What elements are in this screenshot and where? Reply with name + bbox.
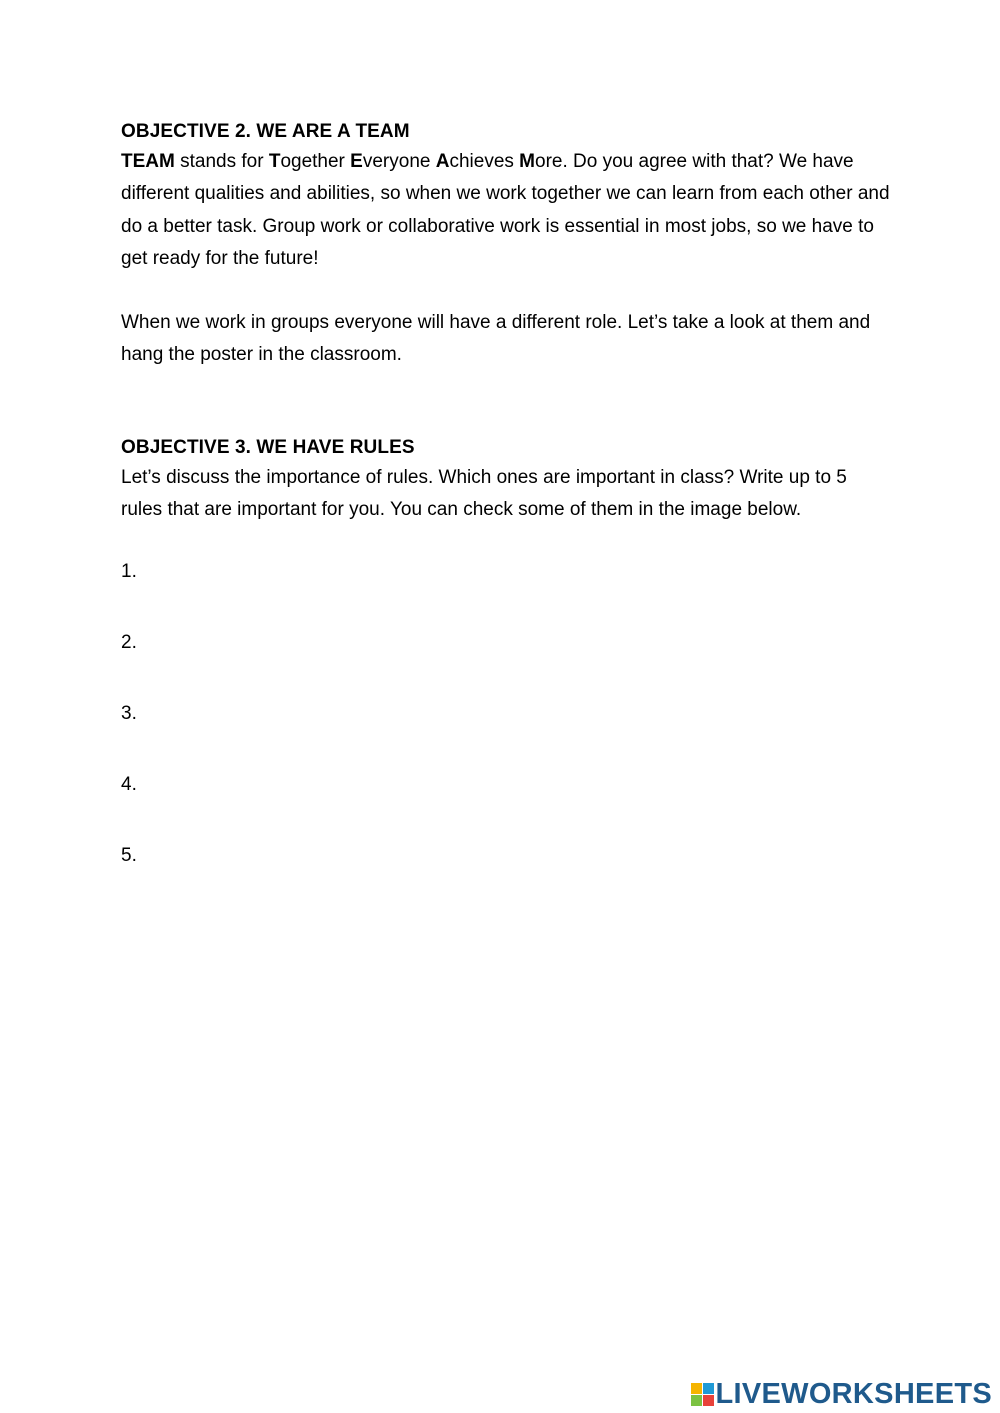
liveworksheets-logo-icon [691, 1383, 714, 1406]
rule-answer-line[interactable]: 1. [121, 561, 137, 583]
text-run: ore. Do you agree with that? We have different qualities and abilities, so when we work together we can learn from each other and do a better task. Group work or collaborative work is essential in most jobs, so we have to get ready for the future! [121, 151, 890, 269]
watermark-text: LIVEWORKSHEETS [715, 1378, 992, 1410]
rule-answer-line[interactable]: 5. [121, 845, 137, 867]
groups-paragraph: When we work in groups everyone will have a different role. Let’s take a look at them and hang the poster in the classroom. [121, 312, 871, 366]
acronym-letter-e: E [350, 151, 363, 172]
rules-paragraph: Let’s discuss the importance of rules. Which ones are important in class? Write up to 5 rules that are important for you. You can check some of them in the image below. [121, 466, 847, 521]
logo-square [691, 1395, 702, 1406]
team-paragraph [121, 146, 891, 275]
logo-square [691, 1383, 702, 1394]
spacer [121, 275, 891, 307]
rule-answer-line[interactable]: 3. [121, 703, 137, 725]
rule-answer-line[interactable]: 2. [121, 632, 137, 654]
text-run: veryone [362, 151, 436, 172]
objective-3-heading: OBJECTIVE 3. WE HAVE RULES [121, 436, 415, 458]
acronym-letter-t: T [268, 151, 281, 172]
text-run: stands for [174, 151, 269, 172]
acronym-letter-m: M [519, 151, 535, 172]
logo-square [703, 1395, 714, 1406]
liveworksheets-watermark [691, 1379, 993, 1409]
logo-square [703, 1383, 714, 1394]
objective-2-heading: OBJECTIVE 2. WE ARE A TEAM [121, 121, 410, 142]
text-run: ogether [280, 151, 351, 172]
worksheet-content [121, 118, 891, 915]
rules-answer-list [121, 560, 891, 915]
team-word: TEAM [121, 151, 175, 172]
acronym-letter-a: A [435, 151, 450, 172]
text-run: chieves [449, 151, 520, 172]
rule-answer-line[interactable]: 4. [121, 774, 137, 796]
spacer [121, 372, 891, 434]
